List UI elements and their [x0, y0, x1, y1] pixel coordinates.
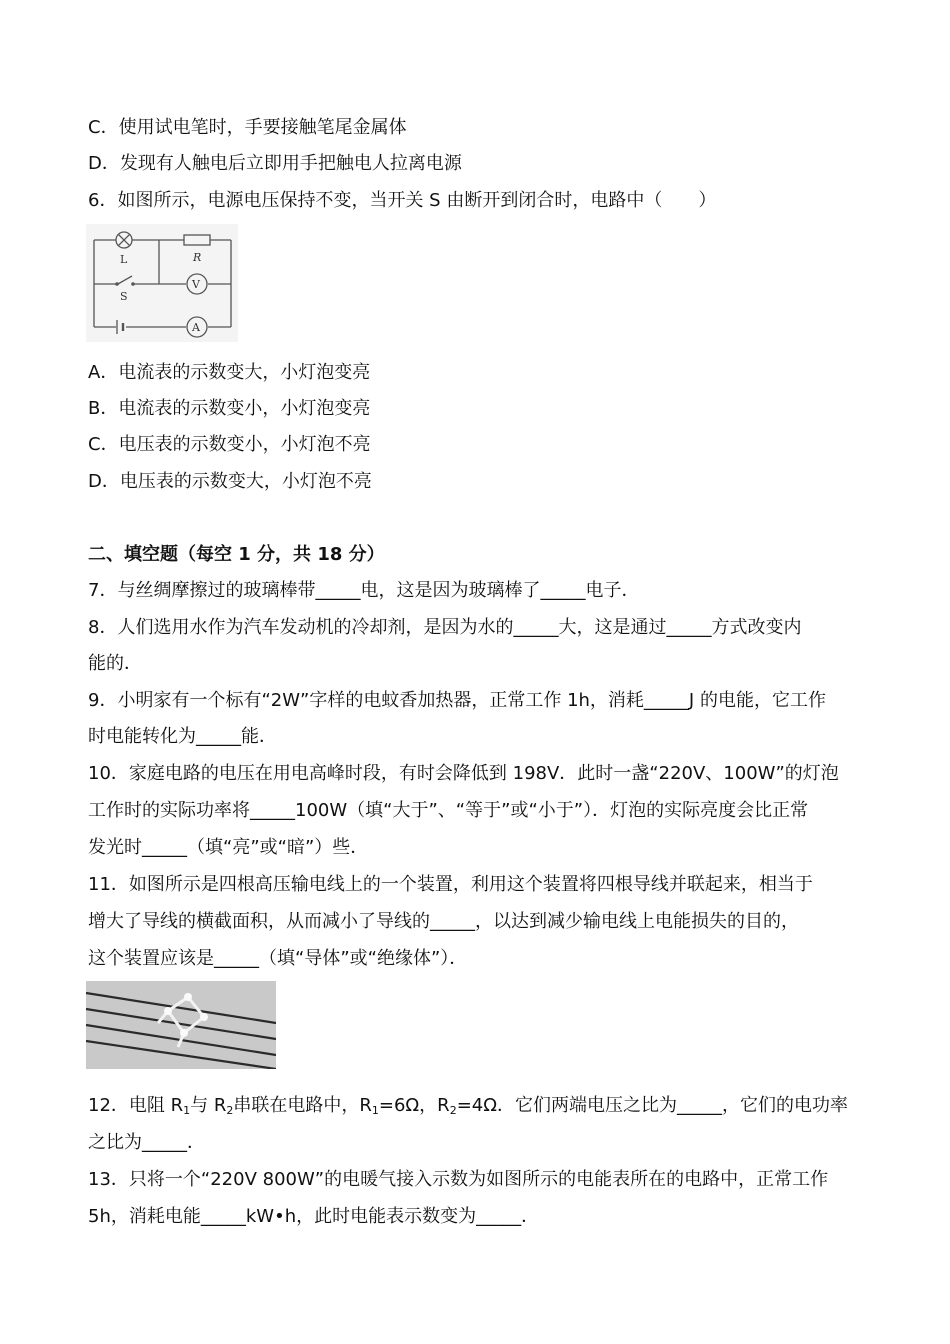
q9-line-1: 9．小明家有一个标有“2W”字样的电蚊香加热器，正常工作 1h，消耗_____J 的电能，它工作 [88, 690, 826, 711]
q5-option-c: C．使用试电笔时，手要接触笔尾金属体 [88, 117, 407, 138]
q5-option-d: D．发现有人触电后立即用手把触电人拉离电源 [88, 153, 462, 174]
q13-line-1: 13．只将一个“220V 800W”的电暖气接入示数为如图所示的电能表所在的电路中，正常工作 [88, 1169, 829, 1190]
q12-lead: 12．电阻 R [88, 1095, 184, 1116]
resistor-symbol [184, 235, 210, 245]
lamp-label: L [120, 253, 128, 266]
q11-line-1: 11．如图所示是四根高压输电线上的一个装置，利用这个装置将四根导线并联起来，相当于 [88, 874, 813, 895]
q12-tail: =4Ω．它们两端电压之比为_____，它们的电功率 [456, 1095, 848, 1116]
q10-line-1: 10．家庭电路的电压在用电高峰时段，有时会降低到 198V．此时一盏“220V、100W”的灯泡 [88, 763, 839, 784]
q10-line-3: 发光时_____（填“亮”或“暗”）些． [88, 837, 369, 858]
q12-mid-2: 串联在电路中，R [233, 1095, 372, 1116]
switch-label: S [120, 290, 128, 303]
q11-line-2: 增大了导线的横截面积，从而减小了导线的_____，以达到减少输电线上电能损失的目的， [88, 911, 799, 932]
power-line-spacer-photo [86, 981, 276, 1069]
q12-line-2: 之比为_____． [88, 1132, 205, 1153]
q13-line-2: 5h，消耗电能_____kW•h，此时电能表示数变为_____． [88, 1206, 540, 1227]
q6-option-d: D．电压表的示数变大，小灯泡不亮 [88, 471, 372, 492]
circuit-diagram [86, 224, 238, 342]
voltmeter-label: V [192, 278, 200, 291]
q8-line-2: 能的． [88, 653, 142, 674]
q7-text: 7．与丝绸摩擦过的玻璃棒带_____电，这是因为玻璃棒了_____电子． [88, 580, 640, 601]
section-title: 二、填空题（每空 1 分，共 18 分） [88, 544, 385, 565]
q11-line-3: 这个装置应该是_____（填“导体”或“绝缘体”）． [88, 948, 468, 969]
q10-line-2: 工作时的实际功率将_____100W（填“大于”、“等于”或“小于”）．灯泡的实际亮度会比正常 [88, 800, 809, 821]
subscript-r2: 2 [226, 1104, 234, 1117]
q6-option-a: A．电流表的示数变大，小灯泡变亮 [88, 362, 371, 383]
q6-option-c: C．电压表的示数变小，小灯泡不亮 [88, 434, 371, 455]
resistor-label: R [193, 251, 202, 264]
q6-option-b: B．电流表的示数变小，小灯泡变亮 [88, 398, 371, 419]
q12-mid-1: 与 R [190, 1095, 227, 1116]
ammeter-label: A [192, 321, 200, 334]
q9-line-2: 时电能转化为_____能． [88, 726, 277, 747]
q12-mid-3: =6Ω，R [378, 1095, 450, 1116]
q6-stem: 6．如图所示，电源电压保持不变，当开关 S 由断开到闭合时，电路中（ ） [88, 190, 717, 211]
subscript-r2-value: 2 [449, 1104, 457, 1117]
q8-line-1: 8．人们选用水作为汽车发动机的冷却剂，是因为水的_____大，这是通过_____方式改变内 [88, 617, 802, 638]
subscript-r1: 1 [183, 1104, 191, 1117]
q12-line-1 [88, 1094, 848, 1123]
subscript-r1-value: 1 [371, 1104, 379, 1117]
